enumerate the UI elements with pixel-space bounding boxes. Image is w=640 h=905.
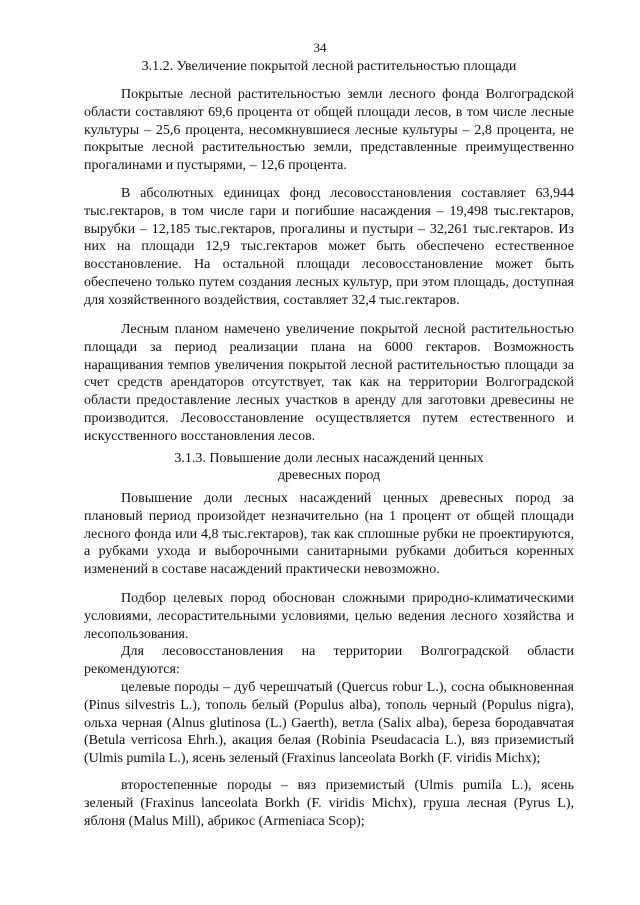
section-heading-3-1-2: 3.1.2. Увеличение покрытой лесной растительностью площади	[141, 59, 517, 74]
paragraph-valuable-species: Повышение доли лесных насаждений ценных древесных пород за плановый период произойдет незначительно (на 1 процент от общей площади лесного фонда или 4,8 тыс.гектаров), так как сплошные рубки не проектируются, а рубками ухода и выборочными санитарными рубками добиться коренных изменений в составе насаждений практически невозможно.	[84, 491, 574, 578]
paragraph-reforestation-fund: В абсолютных единицах фонд лесовосстановления составляет 63,944 тыс.гектаров, в том числе гари и погибшие насаждения – 19,498 тыс.гектаров, вырубки – 12,185 тыс.гектаров, прогалины и пустыри – 32,261 тыс.гектаров. Из них на площади 12,9 тыс.гектаров может быть обеспечено естественное восстановление. На остальной площади лесовосстановление может быть обеспечено только путем создания лесных культур, при этом площадь, доступная для хозяйственного воздействия, составляет 32,4 тыс.гектаров.	[84, 186, 574, 308]
paragraph-recommendation-intro: Для лесовосстановления на территории Волгоградской области рекомендуются:	[84, 644, 574, 677]
paragraph-forest-plan: Лесным планом намечено увеличение покрытой лесной растительностью площади за период реализации плана на 6000 гектаров. Возможность наращивания темпов увеличения покрытой лесной растительностью площади за счет средств арендаторов отсутствует, так как на территории Волгоградской области предоставление лесных участков в аренду для заготовки древесины не производится. Лесовосстановление осуществляется путем естественного и искусственного восстановления лесов.	[84, 322, 574, 444]
section-heading-3-1-3	[84, 450, 574, 484]
paragraph-target-species: целевые породы – дуб черешчатый (Quercus robur L.), сосна обыкновенная (Pinus silvestris L.), тополь белый (Populus alba), тополь черный (Populus nigra), ольха черная (Alnus glutinosa (L.) Gaerth), ветла (Salix alba), береза бородавчатая (Betula verricosa Ehrh.), акация белая (Robinia Pseudacacia L.), вяз приземистый (Ulmis pumila L.), ясень зеленый (Fraxinus lanceolata Borkh (F. viridis Michx);	[84, 680, 574, 767]
section-heading-line-2: древесных пород	[277, 468, 381, 483]
paragraph-secondary-species: второстепенные породы – вяз приземистый (Ulmis pumila L.), ясень зеленый (Fraxinus lanceolata Borkh (F. viridis Michx), груша лесная (Pyrus L), яблоня (Malus Mill), абрикос (Armeniaca Scop);	[84, 778, 574, 829]
page-number: 34	[313, 40, 327, 55]
paragraph-forest-coverage: Покрытые лесной растительностью земли лесного фонда Волгоградской области составляют 69,6 процента от общей площади лесов, в том числе лесные культуры – 25,6 процента, несомкнувшиеся лесные культуры – 2,8 процента, не покрытые лесной растительностью земли, представленные преимущественно прогалинами и пустырями, – 12,6 процента.	[84, 87, 574, 174]
section-heading-line-1: 3.1.3. Повышение доли лесных насаждений ценных	[174, 451, 484, 466]
paragraph-species-selection: Подбор целевых пород обоснован сложными природно-климатическими условиями, лесорастительными условиями, целью ведения лесного хозяйства и лесопользования.	[84, 591, 574, 642]
